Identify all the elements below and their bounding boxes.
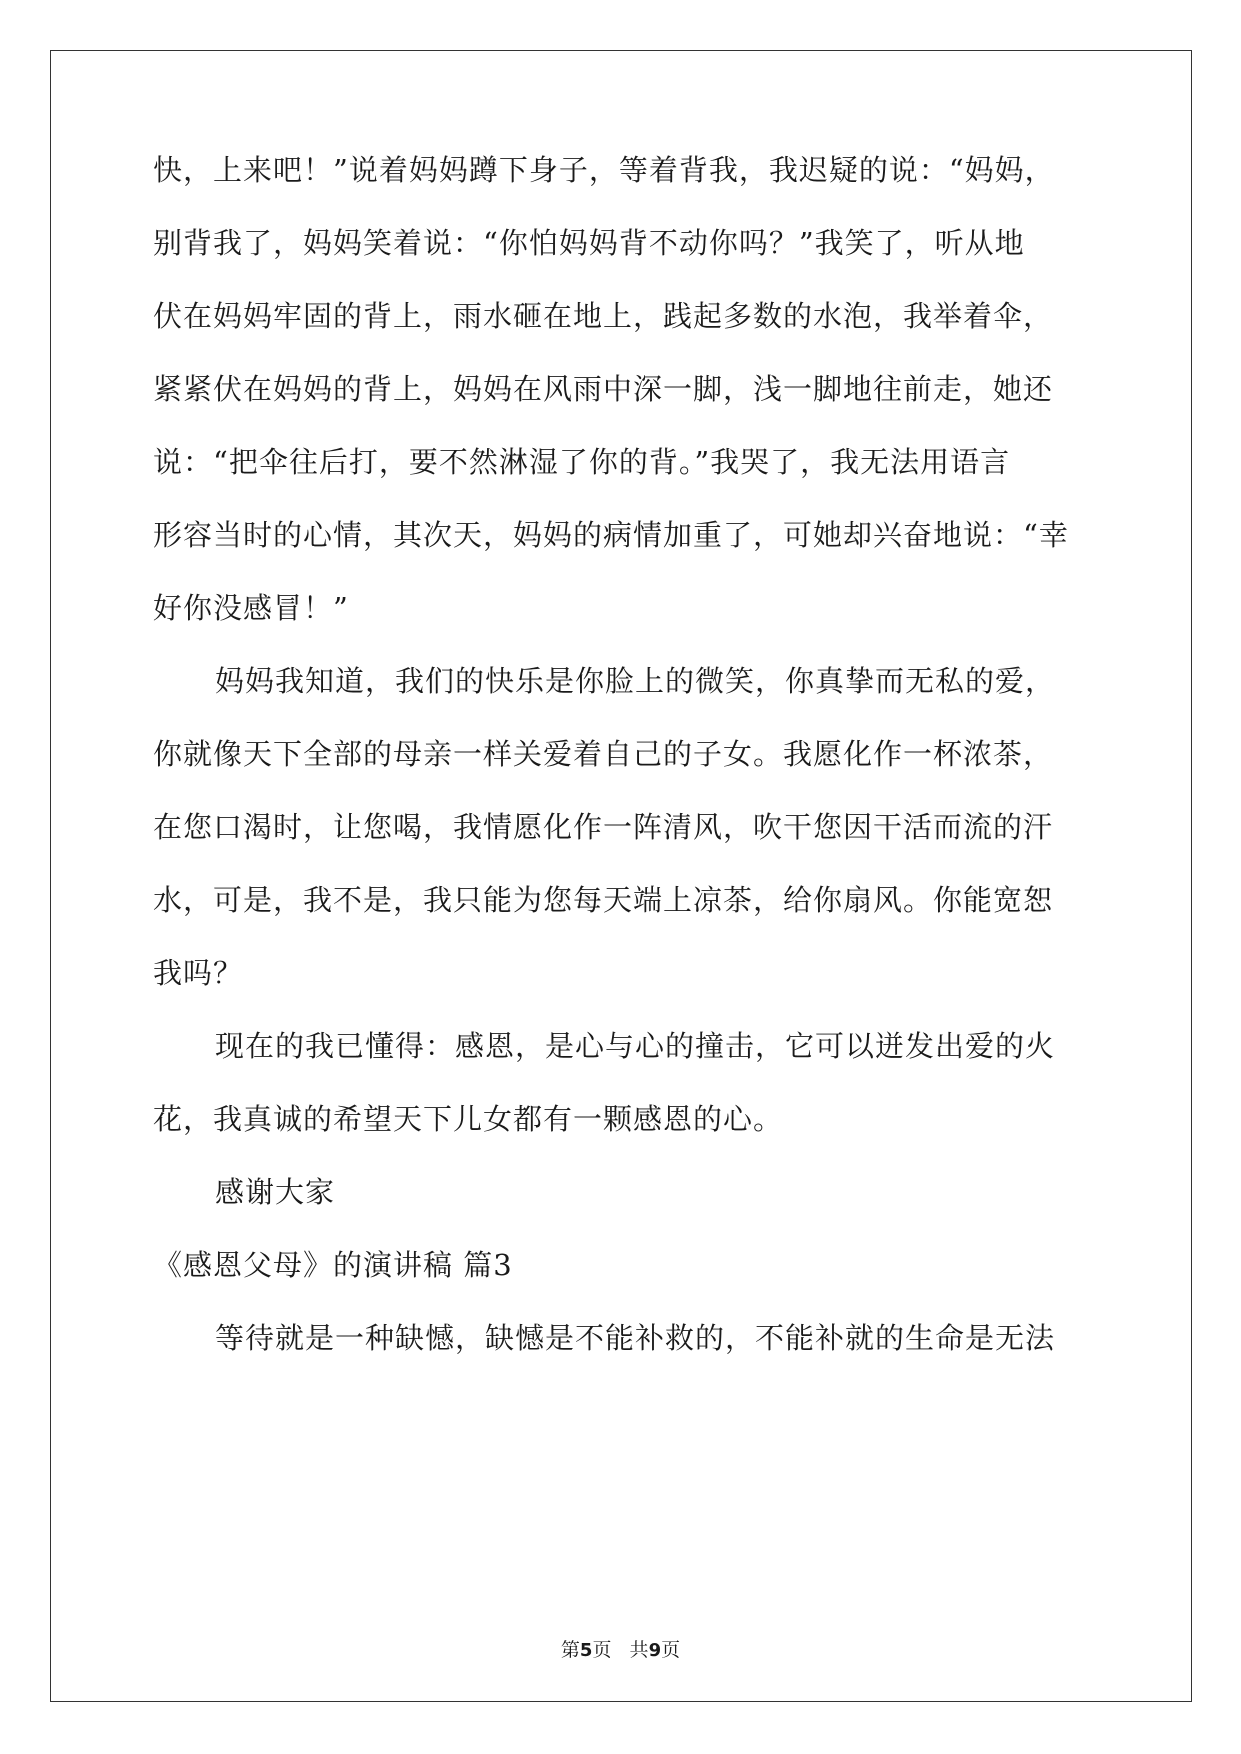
footer-suffix: 页 — [661, 1639, 681, 1661]
text-line: 现在的我已懂得：感恩，是心与心的撞击，它可以迸发出爱的火 — [215, 1029, 1056, 1063]
page-footer — [0, 1638, 1241, 1663]
text-line: 伏在妈妈牢固的背上，雨水砸在地上，践起多数的水泡，我举着伞， — [153, 299, 1054, 333]
current-page-number: 5 — [579, 1640, 593, 1661]
text-line: 你就像天下全部的母亲一样关爱着自己的子女。我愿化作一杯浓茶， — [153, 737, 1054, 771]
text-line: 妈妈我知道，我们的快乐是你脸上的微笑，你真挚而无私的爱， — [215, 664, 1056, 698]
text-line: 快，上来吧！”说着妈妈蹲下身子，等着背我，我迟疑的说：“妈妈， — [153, 153, 1055, 187]
text-line: 我吗？ — [153, 956, 244, 990]
footer-prefix: 第 — [560, 1639, 580, 1661]
text-line: 说：“把伞往后打，要不然淋湿了你的背。”我哭了，我无法用语言 — [153, 445, 1011, 479]
closing-line: 感谢大家 — [215, 1175, 336, 1209]
text-line: 在您口渴时，让您喝，我情愿化作一阵清风，吹干您因干活而流的汗 — [153, 810, 1054, 844]
section-heading: 《感恩父母》的演讲稿 篇3 — [153, 1248, 513, 1282]
text-line: 花，我真诚的希望天下儿女都有一颗感恩的心。 — [153, 1102, 784, 1136]
text-line: 紧紧伏在妈妈的背上，妈妈在风雨中深一脚，浅一脚地往前走，她还 — [153, 372, 1054, 406]
text-line: 别背我了，妈妈笑着说：“你怕妈妈背不动你吗？”我笑了，听从地 — [153, 226, 1025, 260]
text-line: 形容当时的心情，其次天，妈妈的病情加重了，可她却兴奋地说：“幸 — [153, 518, 1069, 552]
document-body — [153, 150, 1093, 1590]
footer-mid: 页 共 — [592, 1639, 649, 1661]
text-line: 好你没感冒！” — [153, 591, 349, 625]
total-page-number: 9 — [648, 1640, 662, 1661]
text-line: 水，可是，我不是，我只能为您每天端上凉茶，给你扇风。你能宽恕 — [153, 883, 1054, 917]
text-line: 等待就是一种缺憾，缺憾是不能补救的，不能补就的生命是无法 — [215, 1321, 1056, 1355]
